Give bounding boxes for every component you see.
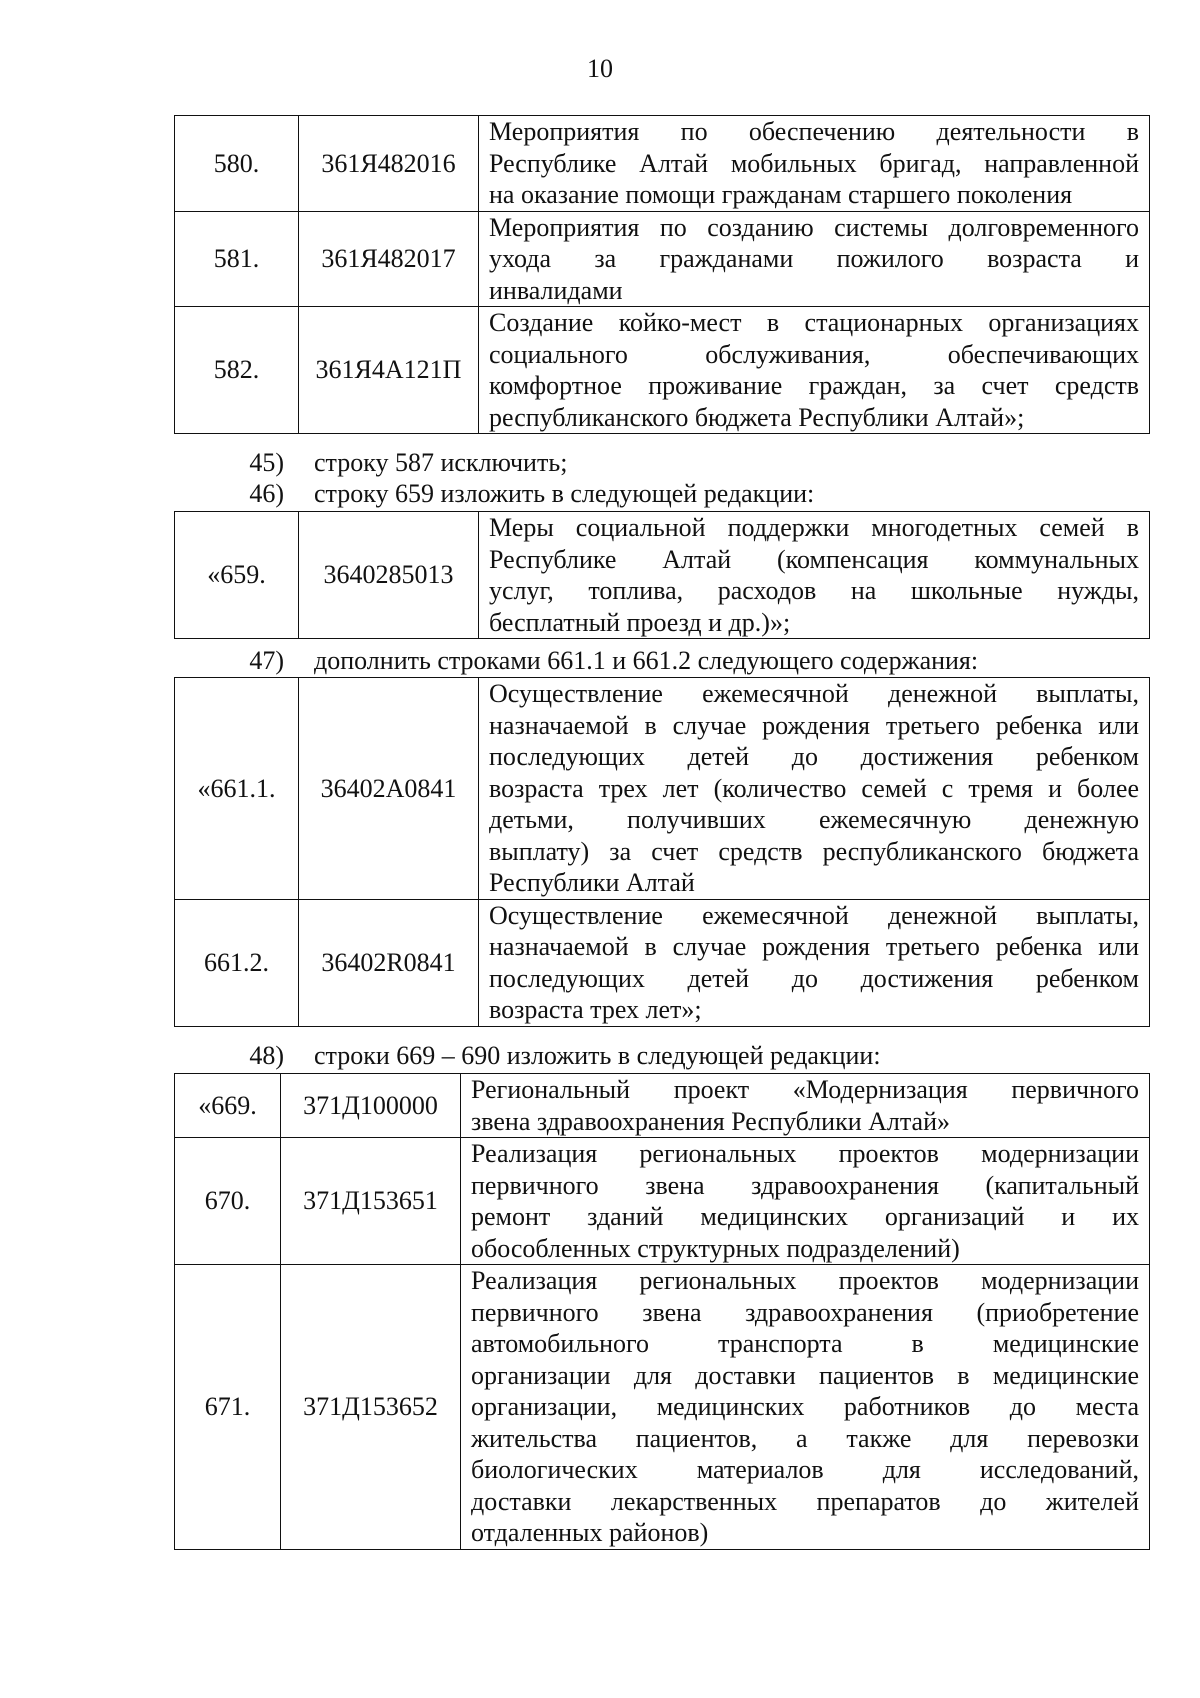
instruction-number: 46) (249, 479, 284, 508)
page-number: 10 (587, 54, 613, 83)
instruction-number: 47) (249, 646, 284, 675)
description-line: бесплатный проезд и др.)»; (489, 607, 791, 637)
table-row (175, 1265, 1150, 1550)
table-row (175, 211, 1150, 307)
description-line: детьми, получивших ежемесячную денежную (489, 805, 1139, 834)
row-number-cell: 670. (175, 1138, 281, 1265)
description-cell (479, 899, 1150, 1026)
budget-code-table (174, 115, 1150, 434)
description-line: республиканского бюджета Республики Алтай»; (489, 402, 1025, 432)
description-line: Реализация региональных проектов модернизации (471, 1266, 1139, 1295)
budget-code-cell: 36402R0841 (299, 899, 479, 1026)
description-line: автомобильного транспорта в медицинские (471, 1329, 1139, 1358)
budget-code-cell: 36402А0841 (299, 678, 479, 900)
instruction-text: дополнить строками 661.1 и 661.2 следующего содержания: (314, 646, 979, 675)
budget-code-cell: 361Я482016 (299, 116, 479, 212)
description-line: отдаленных районов) (471, 1518, 709, 1547)
budget-code-table (174, 677, 1150, 1027)
description-line: ремонт зданий медицинских организаций и их (471, 1202, 1139, 1231)
description-line: Реализация региональных проектов модернизации (471, 1139, 1139, 1168)
description-cell (461, 1265, 1150, 1550)
description-line: Осуществление ежемесячной денежной выплаты, (489, 900, 1139, 930)
row-number-cell: 582. (175, 307, 299, 434)
row-number-cell: 580. (175, 116, 299, 212)
instruction-47 (174, 645, 1150, 676)
table-row (175, 678, 1150, 900)
description-line: Республике Алтай мобильных бригад, направленной (489, 148, 1139, 178)
description-line: на оказание помощи гражданам старшего поколения (489, 180, 1073, 209)
description-line: последующих детей до достижения ребенком (489, 742, 1139, 771)
instruction-number: 45) (249, 448, 284, 477)
instruction-text: строки 669 – 690 изложить в следующей редакции: (314, 1041, 881, 1070)
description-line: инвалидами (489, 275, 623, 305)
description-line: возраста трех лет (количество семей с тремя и более (489, 773, 1139, 803)
budget-code-cell: 371Д100000 (281, 1074, 461, 1138)
table-row (175, 899, 1150, 1026)
description-line: Осуществление ежемесячной денежной выплаты, (489, 679, 1139, 708)
description-line: социального обслуживания, обеспечивающих (489, 339, 1139, 369)
table-row (175, 116, 1150, 212)
description-cell (479, 116, 1150, 212)
budget-code-table (174, 511, 1150, 639)
description-line: обособленных структурных подразделений) (471, 1233, 960, 1263)
description-line: первичного звена здравоохранения (капитальный (471, 1170, 1139, 1200)
instruction-text: строку 659 изложить в следующей редакции: (314, 479, 815, 508)
budget-code-cell: 361Я482017 (299, 211, 479, 307)
description-line: выплату) за счет средств республиканского бюджета (489, 836, 1139, 866)
description-line: биологических материалов для исследований, (471, 1455, 1139, 1484)
description-cell (479, 512, 1150, 639)
description-line: организации для доставки пациентов в медицинские (471, 1360, 1139, 1390)
description-cell (461, 1138, 1150, 1265)
table-row (175, 1074, 1150, 1138)
description-line: комфортное проживание граждан, за счет средств (489, 371, 1139, 400)
instruction-number: 48) (249, 1041, 284, 1070)
description-line: ухода за гражданами пожилого возраста и (489, 244, 1139, 273)
description-line: последующих детей до достижения ребенком (489, 963, 1139, 993)
description-cell (461, 1074, 1150, 1138)
description-line: возраста трех лет»; (489, 995, 702, 1024)
description-line: услуг, топлива, расходов на школьные нужды, (489, 576, 1139, 605)
budget-code-cell: 371Д153651 (281, 1138, 461, 1265)
description-line: Региональный проект «Модернизация первичного (471, 1075, 1139, 1104)
description-line: назначаемой в случае рождения третьего ребенка или (489, 710, 1139, 740)
description-line: Создание койко-мест в стационарных организациях (489, 308, 1139, 337)
description-line: Республики Алтай (489, 868, 695, 897)
instruction-45 (174, 447, 1150, 478)
row-number-cell: 671. (175, 1265, 281, 1550)
budget-code-cell: 371Д153652 (281, 1265, 461, 1550)
row-number-cell: «659. (175, 512, 299, 639)
instruction-text: строку 587 исключить; (314, 448, 568, 477)
description-line: организации, медицинских работников до места (471, 1392, 1139, 1421)
description-cell (479, 211, 1150, 307)
row-number-cell: 581. (175, 211, 299, 307)
description-line: Мероприятия по созданию системы долговременного (489, 212, 1139, 242)
row-number-cell: «669. (175, 1074, 281, 1138)
budget-code-cell: 3640285013 (299, 512, 479, 639)
instruction-46 (174, 478, 1150, 509)
table-row (175, 512, 1150, 639)
description-line: Республике Алтай (компенсация коммунальных (489, 544, 1139, 574)
description-line: жительства пациентов, а также для перевозки (471, 1423, 1139, 1453)
budget-code-table (174, 1073, 1150, 1550)
description-line: Меры социальной поддержки многодетных семей в (489, 513, 1139, 542)
budget-code-cell: 361Я4А121П (299, 307, 479, 434)
description-cell (479, 307, 1150, 434)
instruction-48 (174, 1040, 1150, 1071)
row-number-cell: 661.2. (175, 899, 299, 1026)
table-row (175, 307, 1150, 434)
description-line: назначаемой в случае рождения третьего ребенка или (489, 932, 1139, 961)
description-line: звена здравоохранения Республики Алтай» (471, 1106, 951, 1136)
table-row (175, 1138, 1150, 1265)
description-line: Мероприятия по обеспечению деятельности в (489, 117, 1139, 146)
description-cell (479, 678, 1150, 900)
description-line: доставки лекарственных препаратов до жителей (471, 1486, 1139, 1516)
description-line: первичного звена здравоохранения (приобретение (471, 1297, 1139, 1327)
row-number-cell: «661.1. (175, 678, 299, 900)
